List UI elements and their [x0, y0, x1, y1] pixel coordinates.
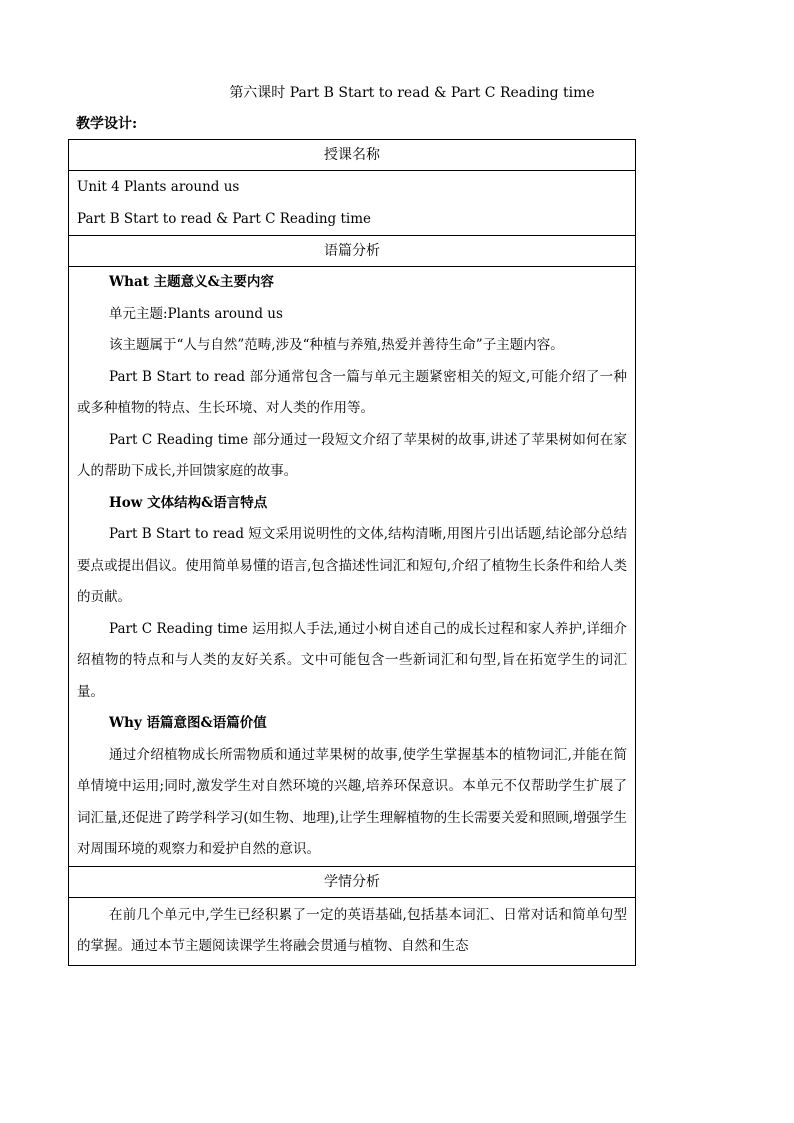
learner-analysis-header: 学情分析	[69, 866, 636, 897]
course-name-header: 授课名称	[69, 140, 636, 171]
what-heading: What 主题意义&主要内容	[109, 274, 274, 290]
course-name-cell	[69, 171, 636, 236]
text-analysis-header: 语篇分析	[69, 236, 636, 267]
paragraph-theme-category: 该主题属于“人与自然”范畴,涉及“种植与养殖,热爱并善待生命”子主题内容。	[109, 337, 564, 353]
paragraph-intent-value: 通过介绍植物成长所需物质和通过苹果树的故事,使学生掌握基本的植物词汇,并能在简单情境中运用;同时,激发学生对自然环境的兴趣,培养环保意识。本单元不仅帮助学生扩展了词汇量,还促进了跨学科学习(如生物、地理),让学生理解植物的生长需要关爱和照顾,增强学生对周围环境的观察力和爱护自然的意识。	[77, 746, 627, 857]
unit-theme: 单元主题:Plants around us	[109, 305, 283, 322]
paragraph-part-c: Part C Reading time 部分通过一段短文介绍了苹果树的故事,讲述了苹果树如何在家人的帮助下成长,并回馈家庭的故事。	[77, 431, 627, 479]
paragraph-part-b: Part B Start to read 部分通常包含一篇与单元主题紧密相关的短文,可能介绍了一种或多种植物的特点、生长环境、对人类的作用等。	[77, 368, 627, 416]
lesson-name: Part B Start to read & Part C Reading time	[77, 211, 372, 227]
paragraph-part-b-structure: Part B Start to read 短文采用说明性的文体,结构清晰,用图片引出话题,结论部分总结要点或提出倡议。使用简单易懂的语言,包含描述性词汇和短句,介绍了植物生长条件和给人类的贡献。	[77, 526, 627, 605]
document-title: 第六课时 Part B Start to read & Part C Reading time	[229, 85, 595, 101]
why-heading: Why 语篇意图&语篇价值	[109, 715, 267, 731]
paragraph-part-c-structure: Part C Reading time 运用拟人手法,通过小树自述自己的成长过程和家人养护,详细介绍植物的特点和与人类的友好关系。文中可能包含一些新词汇和句型,旨在拓宽学生的词汇量。	[77, 620, 627, 700]
learner-analysis-cell	[69, 897, 636, 965]
how-heading: How 文体结构&语言特点	[109, 494, 268, 511]
unit-name: Unit 4 Plants around us	[77, 179, 240, 195]
lesson-plan-table	[68, 139, 636, 966]
text-analysis-cell	[69, 267, 636, 867]
paragraph-learner: 在前几个单元中,学生已经积累了一定的英语基础,包括基本词汇、日常对话和简单句型的掌握。通过本节主题阅读课学生将融会贯通与植物、自然和生态	[77, 906, 627, 954]
teaching-design-label: 教学设计:	[76, 116, 138, 132]
